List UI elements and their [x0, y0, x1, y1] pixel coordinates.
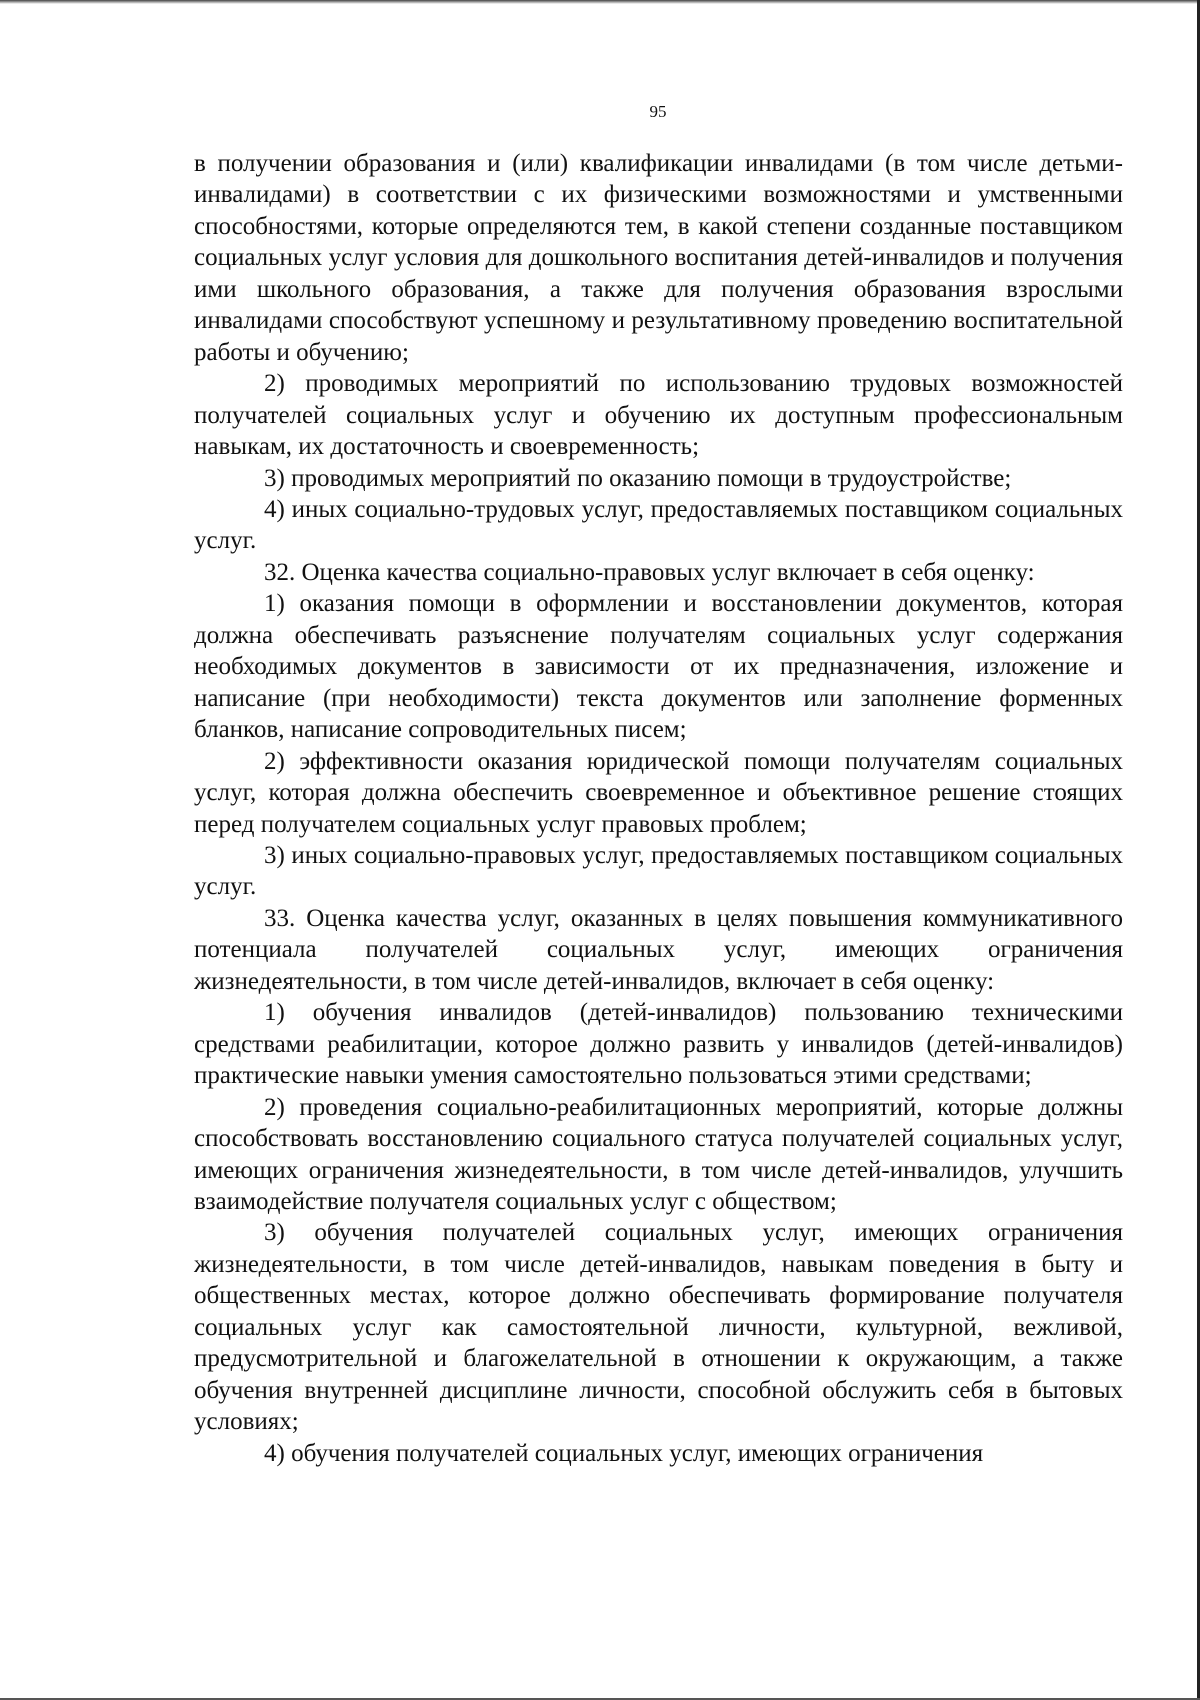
- paragraph-section-32: 32. Оценка качества социально-правовых услуг включает в себя оценку:: [264, 558, 1035, 586]
- paragraph-item-32-2: 2) эффективности оказания юридической помощи получателям социальных услуг, которая должна обеспечить своевременное и объективное решение стоящих перед получателем социальных услуг правовых проблем;: [194, 747, 1123, 838]
- page-number: 95: [649, 102, 667, 121]
- paragraph-item-33-4: 4) обучения получателей социальных услуг, имеющих ограничения: [264, 1439, 984, 1467]
- paragraph-item-31-3: 3) проводимых мероприятий по оказанию помощи в трудоустройстве;: [264, 464, 1012, 492]
- paragraph-item-33-3: 3) обучения получателей социальных услуг, имеющих ограничения жизнедеятельности, в том числе детей-инвалидов, навыкам поведения в быту и общественных местах, которое должно обеспечивать формирование получателя социальных услуг как самостоятельной личности, культурной, вежливой, предусмотрительной и благожелательной в отношении к окружающим, а также обучения внутренней дисциплине личности, способной обслужить себя в бытовых условиях;: [194, 1219, 1123, 1436]
- scan-edge-top: [0, 0, 1200, 4]
- paragraph-continuation: в получении образования и (или) квалификации инвалидами (в том числе детьми-инвалидами) в соответствии с их физическими возможностями и умственными способностями, которые определяются тем, в какой степени созданные поставщиком социальных услуг условия для дошкольного воспитания детей-инвалидов и получения ими школьного образования, а также для получения образования взрослыми инвалидами способствуют успешному и результативному проведению воспитательной работы и обучению;: [194, 150, 1123, 366]
- paragraph-item-33-2: 2) проведения социально-реабилитационных мероприятий, которые должны способствовать восстановлению социального статуса получателей социальных услуг, имеющих ограничения жизнедеятельности, в том числе детей-инвалидов, улучшить взаимодействие получателя социальных услуг с обществом;: [194, 1093, 1123, 1215]
- paragraph-section-33: 33. Оценка качества услуг, оказанных в целях повышения коммуникативного потенциала получателей социальных услуг, имеющих ограничения жизнедеятельности, в том числе детей-инвалидов, включает в себя оценку:: [194, 904, 1123, 995]
- paragraph-item-31-2: 2) проводимых мероприятий по использованию трудовых возможностей получателей социальных услуг и обучению их доступным профессиональным навыкам, их достаточность и своевременность;: [194, 370, 1123, 461]
- document-body: [194, 148, 1123, 1469]
- paragraph-item-31-4: 4) иных социально-трудовых услуг, предоставляемых поставщиком социальных услуг.: [194, 495, 1123, 555]
- paragraph-item-33-1: 1) обучения инвалидов (детей-инвалидов) пользованию техническими средствами реабилитации, которое должно развить у инвалидов (детей-инвалидов) практические навыки умения самостоятельно пользоваться этими средствами;: [194, 999, 1123, 1090]
- paragraph-item-32-1: 1) оказания помощи в оформлении и восстановлении документов, которая должна обеспечивать разъяснение получателям социальных услуг содержания необходимых документов в зависимости от их предназначения, изложение и написание (при необходимости) текста документов или заполнение форменных бланков, написание сопроводительных писем;: [194, 590, 1123, 744]
- paragraph-item-32-3: 3) иных социально-правовых услуг, предоставляемых поставщиком социальных услуг.: [194, 841, 1123, 901]
